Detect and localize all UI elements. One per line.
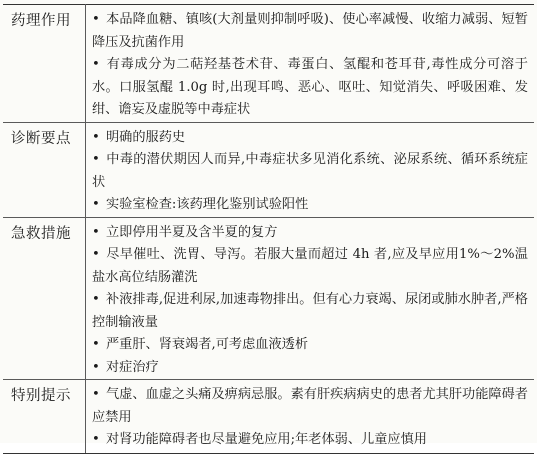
bullet: • bbox=[92, 12, 100, 27]
table-row-special-notes bbox=[3, 380, 534, 454]
list-item: • 立即停用半夏及含半夏的复方 bbox=[92, 222, 528, 245]
list-item: • 气虚、血虚之头痛及痹病忌服。素有肝疾病病史的患者尤其肝功能障碍者应禁用 bbox=[92, 384, 528, 429]
bullet: • bbox=[92, 224, 100, 240]
row-content bbox=[86, 217, 535, 380]
bullet: • bbox=[92, 197, 100, 212]
list-item: • 对症治疗 bbox=[92, 357, 528, 380]
row-label: 急救措施 bbox=[3, 217, 86, 380]
row-label: 特别提示 bbox=[3, 380, 86, 454]
bullet: • bbox=[92, 129, 100, 145]
table-row-first-aid bbox=[3, 217, 534, 380]
list-item: • 中毒的潜伏期因人而异,中毒症状多见消化系统、泌尿系统、循环系统症状 bbox=[92, 149, 528, 194]
row-content bbox=[86, 5, 535, 123]
info-table bbox=[3, 4, 534, 454]
list-item: • 本品降血糖、镇咳(大剂量则抑制呼吸)、使心率减慢、收缩力减弱、短暂降压及抗菌作用 bbox=[92, 9, 528, 54]
list-item: • 实验室检查:该药理化鉴别试验阳性 bbox=[92, 194, 528, 217]
row-content bbox=[86, 122, 535, 217]
row-label: 药理作用 bbox=[3, 5, 86, 123]
bullet: • bbox=[92, 57, 100, 72]
list-item: • 补液排毒,促进利尿,加速毒物排出。但有心力衰竭、尿闭或肺水肿者,严格控制输液量 bbox=[92, 289, 528, 334]
bullet: • bbox=[92, 247, 100, 262]
list-item: • 严重肝、肾衰竭者,可考虑血液透析 bbox=[92, 334, 528, 357]
bullet: • bbox=[92, 292, 100, 307]
list-item: • 对肾功能障碍者也尽量避免应用;年老体弱、儿童应慎用 bbox=[92, 429, 528, 452]
row-label: 诊断要点 bbox=[3, 122, 86, 217]
bullet: • bbox=[92, 337, 100, 352]
table-row-pharmacology bbox=[3, 5, 534, 123]
bullet: • bbox=[92, 432, 100, 447]
list-item: • 有毒成分为二萜羟基苍术苷、毒蛋白、氢醌和苍耳苷,毒性成分可溶于水。口服氢醌 1.0g 时,出现耳鸣、恶心、呕吐、知觉消失、呼吸困难、发绀、谵妄及虚脱等中毒症状 bbox=[92, 54, 528, 122]
bullet: • bbox=[92, 359, 100, 375]
bullet: • bbox=[92, 387, 100, 402]
list-item: • 明确的服药史 bbox=[92, 127, 528, 150]
table-row-diagnosis bbox=[3, 122, 534, 217]
list-item: • 尽早催吐、洗胃、导泻。若服大量而超过 4h 者,应及早应用1%～2%温盐水高位结肠灌洗 bbox=[92, 244, 528, 289]
row-content bbox=[86, 380, 535, 454]
bullet: • bbox=[92, 152, 100, 167]
